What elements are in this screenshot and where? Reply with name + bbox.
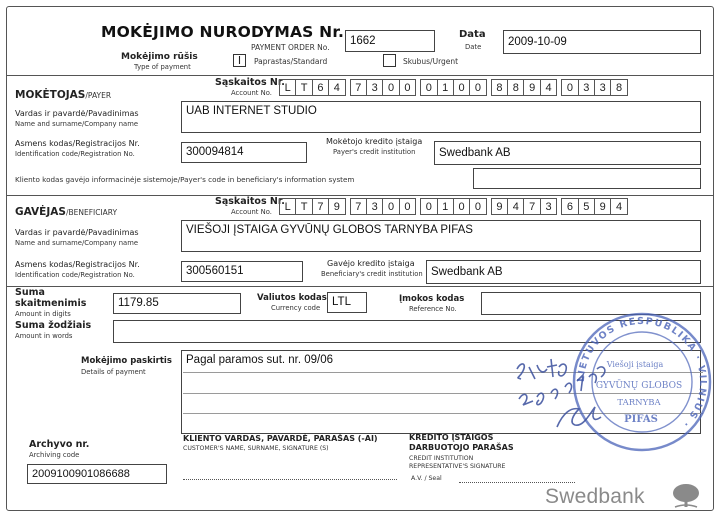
beneficiary-account-cell[interactable]: 9 [594, 198, 611, 215]
payer-account-cell[interactable]: 3 [594, 79, 611, 96]
form-title-en: PAYMENT ORDER No. [251, 43, 330, 52]
client-signature-label-en: CUSTOMER'S NAME, SURNAME, SIGNATURE (S) [183, 445, 329, 452]
beneficiary-account-cell[interactable]: L [279, 198, 296, 215]
stamp-ring-text: LIETUVOS RESPUBLIKA · VILNIUS · [575, 315, 709, 431]
amount-words-label: Suma žodžiais [15, 320, 92, 331]
payer-account-label: Sąskaitos Nr. [215, 77, 285, 88]
amount-label: Suma skaitmenimis [15, 287, 87, 309]
beneficiary-account-cell[interactable]: 7 [523, 198, 540, 215]
beneficiary-name-label-en: Name and surname/Company name [15, 239, 139, 247]
payer-account-cell[interactable]: 9 [523, 79, 540, 96]
payer-bank-label: Mokėtojo kredito įstaiga [326, 137, 423, 146]
stamp-line-1: Viešoji įstaiga [606, 360, 664, 369]
client-signature-label: KLIENTO VARDAS, PAVARDĖ, PARAŠAS (-AI) [183, 434, 378, 443]
urgent-checkbox[interactable] [383, 54, 396, 67]
beneficiary-bank-field[interactable]: Swedbank AB [426, 260, 701, 284]
beneficiary-name-label: Vardas ir pavardė/Pavadinimas [15, 228, 139, 237]
beneficiary-account-cell[interactable]: 5 [578, 198, 595, 215]
date-label: Data [459, 29, 486, 40]
payer-account-cell[interactable]: T [295, 79, 312, 96]
beneficiary-account-cell[interactable]: 3 [366, 198, 383, 215]
beneficiary-account-cell[interactable]: 4 [507, 198, 524, 215]
stamp-line-4: PIFAS [624, 414, 658, 425]
payer-account-cell[interactable]: 3 [366, 79, 383, 96]
beneficiary-code-field[interactable]: 300560151 [181, 261, 303, 282]
standard-checkbox[interactable]: I [233, 54, 246, 67]
form-title: MOKĖJIMO NURODYMAS Nr. [101, 23, 345, 41]
order-number-field[interactable]: 1662 [345, 30, 435, 52]
amount-words-label-en: Amount in words [15, 332, 73, 340]
payer-code-label-en: Identification code/Registration No. [15, 150, 135, 158]
payer-account-cell[interactable]: 0 [561, 79, 578, 96]
bank-signature-label: KREDITO ĮSTAIGOS DARBUOTOJO PARAŠAS [409, 433, 514, 452]
currency-field[interactable]: LTL [327, 292, 367, 313]
payer-name-field[interactable]: UAB INTERNET STUDIO [181, 101, 701, 133]
archive-code-field[interactable]: 2009100901086688 [27, 464, 167, 484]
swedbank-logo-text: Swedbank [545, 485, 645, 508]
beneficiary-account-cell[interactable]: 6 [561, 198, 578, 215]
beneficiary-account-cell[interactable]: 0 [453, 198, 470, 215]
stamp-line-2: GYVŪNŲ GLOBOS [595, 381, 683, 391]
payer-account-cell[interactable]: 0 [469, 79, 486, 96]
payment-type-label-en: Type of payment [134, 63, 191, 71]
payer-account-cell[interactable]: 0 [453, 79, 470, 96]
seal-label: A.V. / Seal [411, 475, 442, 482]
beneficiary-account-label-en: Account No. [231, 208, 272, 216]
payer-bank-field[interactable]: Swedbank AB [434, 141, 701, 165]
payer-account-cell[interactable]: 4 [328, 79, 345, 96]
payer-account-cell[interactable]: L [279, 79, 296, 96]
payer-account-cell[interactable]: 8 [491, 79, 508, 96]
beneficiary-account-cell[interactable]: 9 [491, 198, 508, 215]
beneficiary-account-cell[interactable]: 7 [312, 198, 329, 215]
payer-account-cell[interactable]: 8 [610, 79, 627, 96]
beneficiary-account-cell[interactable]: 7 [350, 198, 367, 215]
beneficiary-account-cell[interactable]: T [295, 198, 312, 215]
beneficiary-section-title: GAVĖJAS/BENEFICIARY [15, 206, 118, 218]
payer-account-cells[interactable] [279, 79, 627, 96]
beneficiary-account-cell[interactable]: 1 [437, 198, 454, 215]
payer-account-cell[interactable]: 0 [399, 79, 416, 96]
payment-type-label: Mokėjimo rūšis [121, 52, 198, 62]
payer-account-cell[interactable]: 7 [350, 79, 367, 96]
beneficiary-bank-label: Gavėjo kredito įstaiga [327, 259, 415, 268]
payer-code-label: Asmens kodas/Registracijos Nr. [15, 139, 140, 148]
currency-label-en: Currency code [271, 304, 321, 312]
bank-signature-label-en: CREDIT INSTITUTION REPRESENTATIVE'S SIGNATURE [409, 455, 506, 470]
beneficiary-account-cell[interactable]: 0 [469, 198, 486, 215]
payer-account-label-en: Account No. [231, 89, 272, 97]
beneficiary-account-cells[interactable] [279, 198, 627, 215]
oak-tree-logo-icon [671, 483, 701, 509]
archive-label: Archyvo nr. [29, 439, 90, 450]
beneficiary-bank-label-en: Beneficiary's credit institution [321, 270, 423, 278]
payer-code-field[interactable]: 300094814 [181, 142, 307, 163]
beneficiary-code-label: Asmens kodas/Registracijos Nr. [15, 260, 140, 269]
beneficiary-account-cell[interactable]: 3 [540, 198, 557, 215]
date-label-en: Date [465, 43, 482, 51]
payer-account-cell[interactable]: 6 [312, 79, 329, 96]
beneficiary-account-cell[interactable]: 4 [610, 198, 627, 215]
payer-account-cell[interactable]: 0 [382, 79, 399, 96]
payer-client-code-label: Kliento kodas gavėjo informacinėje sistemoje/Payer's code in beneficiary's information system [15, 175, 355, 184]
payer-account-cell[interactable]: 3 [578, 79, 595, 96]
beneficiary-code-label-en: Identification code/Registration No. [15, 271, 135, 279]
handwritten-signature [507, 347, 627, 437]
currency-label: Valiutos kodas [257, 293, 327, 303]
payer-account-cell[interactable]: 8 [507, 79, 524, 96]
beneficiary-account-cell[interactable]: 9 [328, 198, 345, 215]
beneficiary-account-cell[interactable]: 0 [399, 198, 416, 215]
standard-label: Paprastas/Standard [254, 57, 328, 66]
stamp-line-3: TARNYBA [617, 398, 661, 408]
payer-bank-label-en: Payer's credit institution [333, 148, 416, 156]
payer-account-cell[interactable]: 0 [420, 79, 437, 96]
payer-client-code-field[interactable] [473, 168, 701, 189]
payer-account-cell[interactable]: 1 [437, 79, 454, 96]
payer-account-cell[interactable]: 4 [540, 79, 557, 96]
payment-order-form [6, 6, 714, 511]
details-field[interactable]: Pagal paramos sut. nr. 09/06 [181, 350, 701, 434]
beneficiary-account-label: Sąskaitos Nr. [215, 196, 285, 207]
payer-section-title: MOKĖTOJAS/PAYER [15, 89, 112, 101]
reference-label-en: Reference No. [409, 305, 457, 313]
amount-digits-field[interactable]: 1179.85 [113, 293, 241, 314]
payer-name-label: Vardas ir pavardė/Pavadinimas [15, 109, 139, 118]
amount-label-en: Amount in digits [15, 310, 71, 318]
beneficiary-account-cell[interactable]: 0 [420, 198, 437, 215]
date-field[interactable]: 2009-10-09 [503, 30, 701, 54]
payer-name-label-en: Name and surname/Company name [15, 120, 139, 128]
urgent-label: Skubus/Urgent [403, 57, 459, 66]
beneficiary-account-cell[interactable]: 0 [382, 198, 399, 215]
details-label-en: Details of payment [81, 368, 146, 376]
beneficiary-name-field[interactable]: VIEŠOJI ĮSTAIGA GYVŪNŲ GLOBOS TARNYBA PIFAS [181, 220, 701, 252]
details-label: Mokėjimo paskirtis [81, 356, 172, 366]
reference-label: Įmokos kodas [399, 294, 465, 304]
archive-label-en: Archiving code [29, 451, 80, 459]
